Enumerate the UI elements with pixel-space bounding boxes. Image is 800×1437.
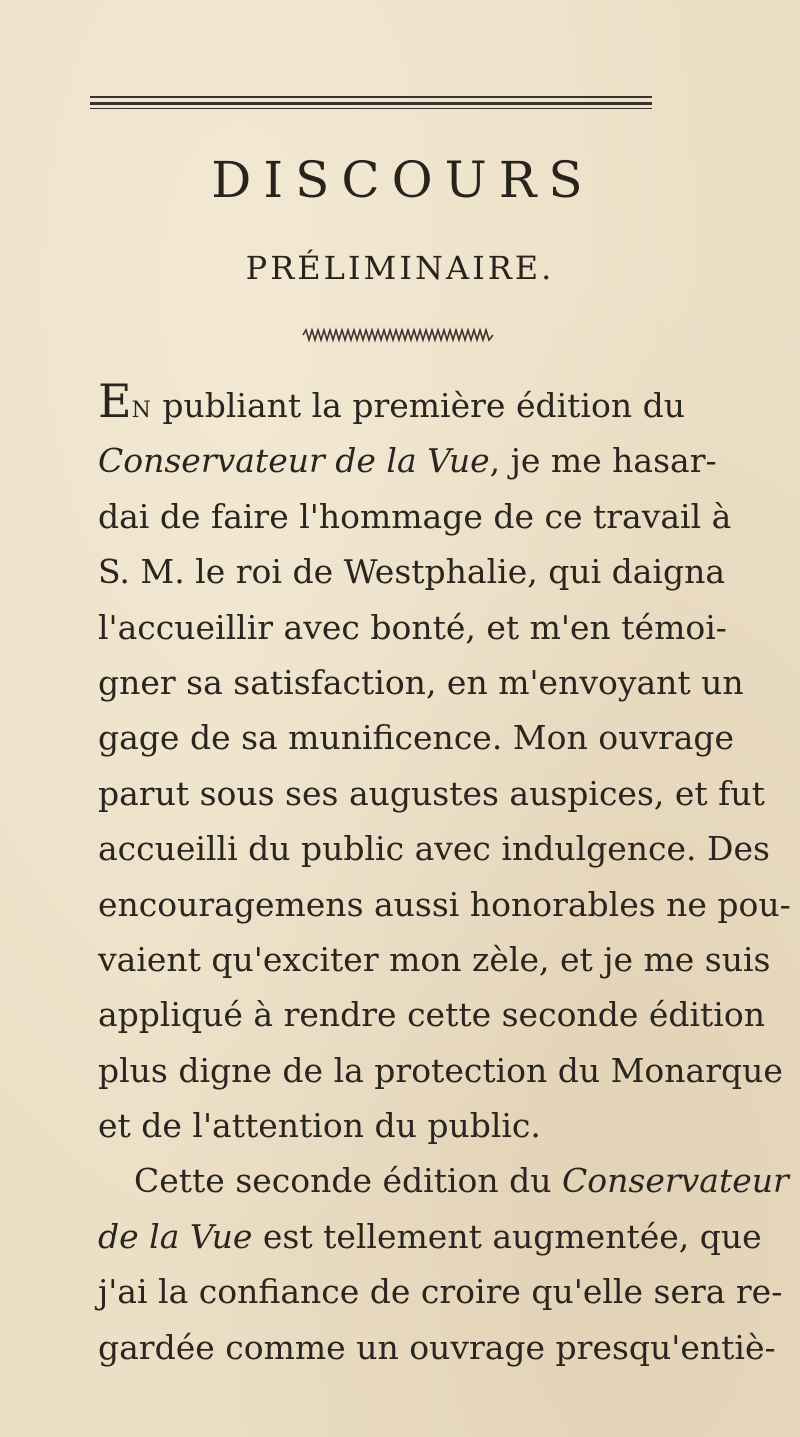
italic-conservateur-2: Conservateur bbox=[562, 1161, 789, 1201]
italic-vue: Vue bbox=[427, 441, 490, 481]
text-line-6: gner sa satisfaction, en m'envoyant un bbox=[98, 662, 744, 702]
drop-cap-rest: N bbox=[131, 398, 152, 423]
text-line-13: plus digne de la protection du Monarque bbox=[98, 1050, 783, 1090]
italic-de-la: de la bbox=[324, 441, 428, 481]
page-title: DISCOURS bbox=[211, 151, 595, 209]
text-line-12: appliqué à rendre cette seconde édition bbox=[98, 995, 765, 1035]
text-line-15 bbox=[98, 1153, 789, 1208]
header-rule-thick bbox=[90, 102, 652, 105]
text-line-17: j'ai la confiance de croire qu'elle sera re- bbox=[98, 1272, 783, 1312]
text-line-1-rest: publiant la première édition du bbox=[151, 386, 685, 425]
text-line-5: l'accueillir avec bonté, et m'en témoi- bbox=[98, 607, 727, 647]
drop-cap: E bbox=[98, 374, 132, 428]
text-line-15-prefix: Cette seconde édition du bbox=[134, 1161, 563, 1201]
header-rule bbox=[90, 96, 652, 109]
italic-de-la-vue-2: de la Vue bbox=[98, 1216, 253, 1256]
text-line-7: gage de sa munificence. Mon ouvrage bbox=[98, 718, 735, 758]
header-rule-hairline bbox=[90, 108, 652, 109]
text-line-3: dai de faire l'hommage de ce travail à bbox=[98, 496, 732, 536]
text-line-9: accueilli du public avec indulgence. Des bbox=[98, 829, 770, 869]
text-line-2 bbox=[98, 433, 717, 488]
text-line-4: S. M. le roi de Westphalie, qui daigna bbox=[98, 552, 726, 592]
text-line-14: et de l'attention du public. bbox=[98, 1106, 541, 1146]
wavy-ornament-icon bbox=[303, 328, 493, 342]
header-rule-thin bbox=[90, 96, 652, 98]
body-text bbox=[98, 374, 791, 1375]
italic-conservateur: Conservateur bbox=[98, 441, 325, 481]
text-line-2-rest: , je me hasar- bbox=[489, 441, 717, 481]
text-line-16-rest: est tellement augmentée, que bbox=[252, 1216, 762, 1256]
text-line-11: vaient qu'exciter mon zèle, et je me suis bbox=[98, 939, 771, 979]
page-subtitle: PRÉLIMINAIRE. bbox=[245, 249, 555, 287]
text-line-10: encouragemens aussi honorables ne pou- bbox=[98, 884, 791, 924]
text-line-16 bbox=[98, 1209, 762, 1264]
text-line-18: gardée comme un ouvrage presqu'entiè- bbox=[98, 1327, 776, 1367]
text-line-1 bbox=[98, 374, 685, 433]
text-line-8: parut sous ses augustes auspices, et fut bbox=[98, 773, 765, 813]
